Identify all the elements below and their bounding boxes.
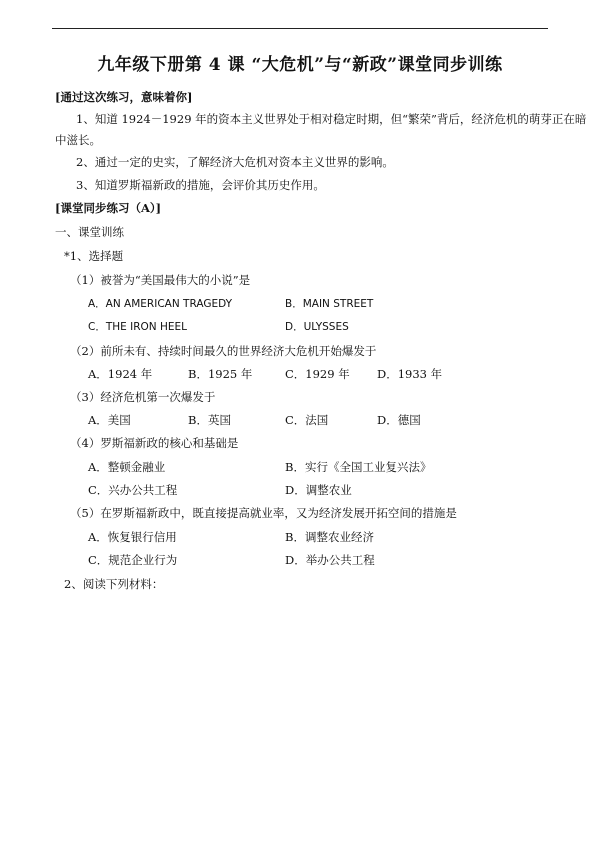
question-2-option-d: D．1933 年 (377, 367, 443, 381)
question-3-stem: （3）经济危机第一次爆发于 (70, 390, 216, 404)
intro-heading: [通过这次练习，意味着你] (55, 90, 193, 104)
question-2-option-a: A．1924 年 (88, 367, 153, 381)
sub-one-heading: *1、选择题 (64, 249, 124, 263)
page-title: 九年级下册第 4 课 “大危机”与“新政”课堂同步训练 (97, 55, 503, 75)
top-rule (52, 28, 548, 29)
question-3-option-c: C．法国 (285, 413, 329, 427)
question-2-option-b: B．1925 年 (188, 367, 253, 381)
goal-2: 2、通过一定的史实，了解经济大危机对资本主义世界的影响。 (76, 155, 394, 169)
section-one-heading: 一、课堂训练 (55, 225, 124, 239)
question-4-stem: （4）罗斯福新政的核心和基础是 (70, 436, 239, 450)
goal-3: 3、知道罗斯福新政的措施，会评价其历史作用。 (76, 178, 325, 192)
question-3-option-d: D．德国 (377, 413, 421, 427)
question-4-option-d: D．调整农业 (285, 483, 352, 497)
question-3-option-b: B．英国 (188, 413, 231, 427)
question-5-option-d: D．举办公共工程 (285, 553, 375, 567)
question-1-option-c: C．THE IRON HEEL (88, 321, 187, 333)
question-1-option-b: B．MAIN STREET (285, 298, 374, 310)
practice-heading: [课堂同步练习（A）] (55, 201, 162, 215)
question-1-option-d: D．ULYSSES (285, 321, 349, 333)
question-5-option-c: C．规范企业行为 (88, 553, 178, 567)
question-4-option-c: C．兴办公共工程 (88, 483, 178, 497)
question-5-option-b: B．调整农业经济 (285, 530, 374, 544)
question-3-option-a: A．美国 (88, 413, 131, 427)
question-1-stem: （1）被誉为“美国最伟大的小说”是 (70, 273, 251, 287)
question-5-option-a: A．恢复银行信用 (88, 530, 177, 544)
question-1-option-a: A．AN AMERICAN TRAGEDY (88, 298, 233, 310)
question-2-option-c: C．1929 年 (285, 367, 350, 381)
question-4-option-b: B．实行《全国工业复兴法》 (285, 460, 432, 474)
sub-two-heading: 2、阅读下列材料： (64, 577, 164, 591)
goal-1-continued: 中滋长。 (55, 133, 101, 147)
goal-1: 1、知道 1924－1929 年的资本主义世界处于相对稳定时期，但“繁荣”背后，经济危机的萌芽正在暗 (76, 112, 587, 126)
question-2-stem: （2）前所未有、持续时间最久的世界经济大危机开始爆发于 (70, 344, 377, 358)
question-4-option-a: A．整顿金融业 (88, 460, 166, 474)
question-5-stem: （5）在罗斯福新政中，既直接提高就业率，又为经济发展开拓空间的措施是 (70, 506, 457, 520)
